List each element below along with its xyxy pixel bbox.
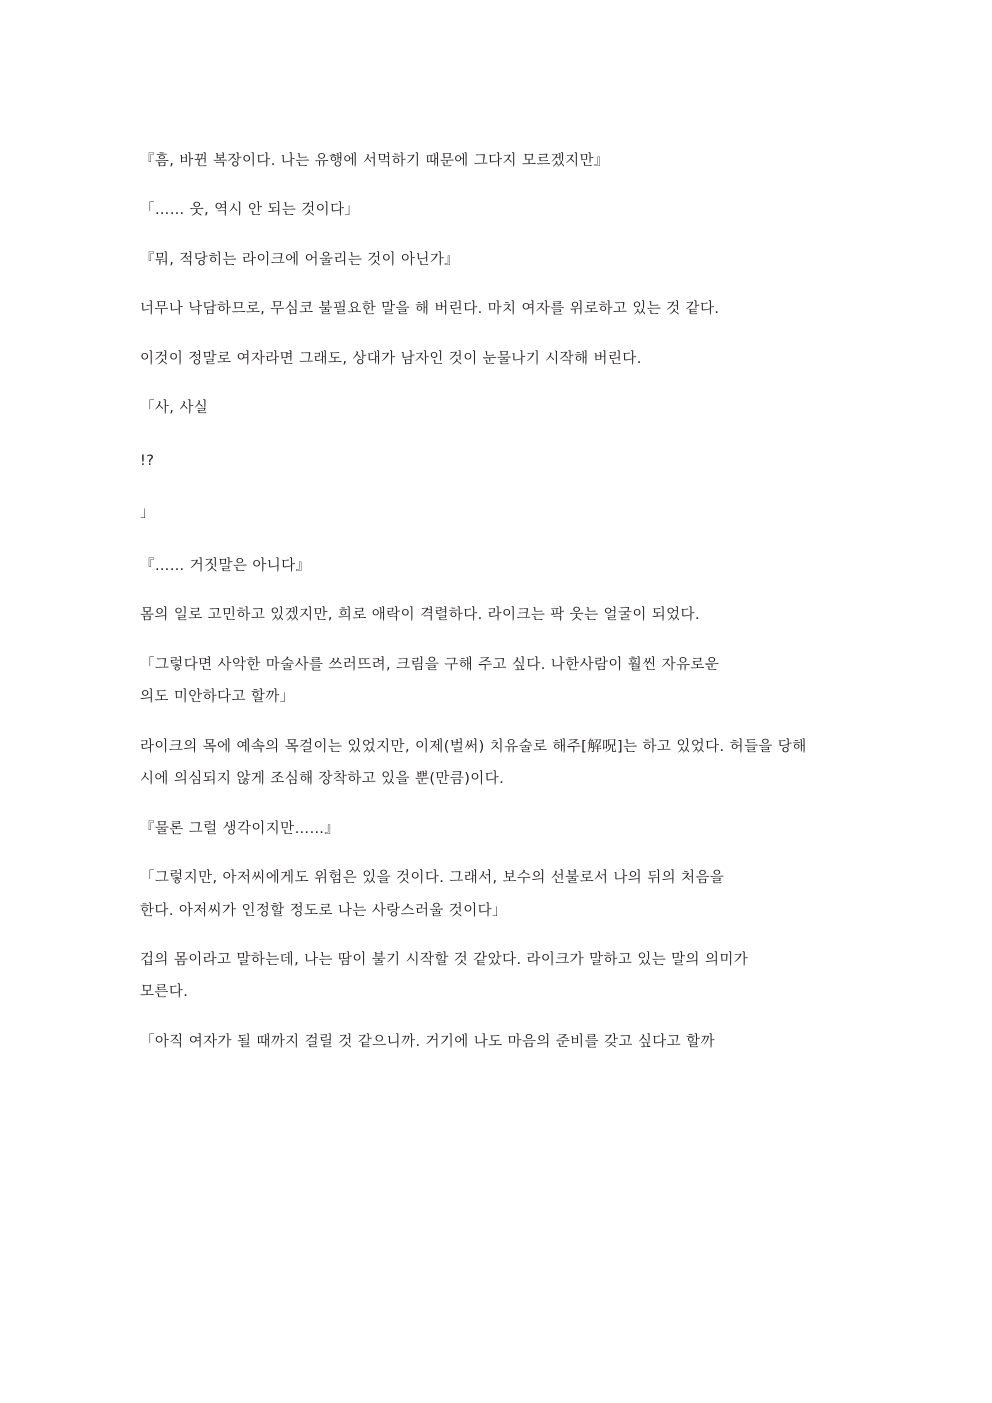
paragraph: 『물론 그럴 생각이지만……』	[140, 820, 340, 837]
paragraph: 「사, 사실	[140, 400, 209, 417]
paragraph: 「아직 여자가 될 때까지 걸릴 것 같으니까. 거기에 나도 마음의 준비를 갖고 싶다고 할까	[140, 1033, 715, 1050]
paragraph: !?	[140, 452, 155, 469]
document-text-body	[140, 150, 862, 1053]
paragraph: 너무나 낙담하므로, 무심코 불필요한 말을 해 버린다. 마치 여자를 위로하고 있는 것 같다.	[140, 301, 720, 318]
paragraph: 몸의 일로 고민하고 있겠지만, 희로 애락이 격렬하다. 라이크는 팍 웃는 얼굴이 되었다.	[140, 607, 700, 624]
paragraph: 」	[140, 505, 155, 522]
paragraph: 한다. 아저씨가 인정할 정도로 나는 사랑스러울 것이다」	[140, 902, 507, 919]
paragraph: 겁의 몸이라고 말하는데, 나는 땀이 불기 시작할 것 같았다. 라이크가 말하고 있는 말의 의미가	[140, 951, 749, 968]
paragraph: 『…… 거짓말은 아니다』	[140, 557, 311, 574]
paragraph: 『뭐, 적당히는 라이크에 어울리는 것이 아닌가』	[140, 251, 460, 268]
paragraph: 이것이 정말로 여자라면 그래도, 상대가 남자인 것이 눈물나기 시작해 버린다.	[140, 350, 642, 367]
paragraph: 『흠, 바뀐 복장이다. 나는 유행에 서먹하기 때문에 그다지 모르겠지만』	[140, 153, 609, 169]
paragraph: 「그렇다면 사악한 마술사를 쓰러뜨려, 크림을 구해 주고 싶다. 나한사람이 훨씬 자유로운	[140, 656, 720, 673]
paragraph: 라이크의 목에 예속의 목걸이는 있었지만, 이제(벌써) 치유술로 해주[解呪]는 하고 있었다. 허들을 당해	[140, 738, 807, 755]
paragraph: 의도 미안하다고 할까」	[140, 689, 295, 706]
paragraph: 「그렇지만, 아저씨에게도 위험은 있을 것이다. 그래서, 보수의 선불로서 나의 뒤의 처음을	[140, 870, 725, 887]
paragraph: 「…… 웃, 역시 안 되는 것이다」	[140, 202, 360, 219]
paragraph: 시에 의심되지 않게 조심해 장착하고 있을 뿐(만큼)이다.	[140, 771, 505, 788]
paragraph: 모른다.	[140, 984, 189, 1001]
